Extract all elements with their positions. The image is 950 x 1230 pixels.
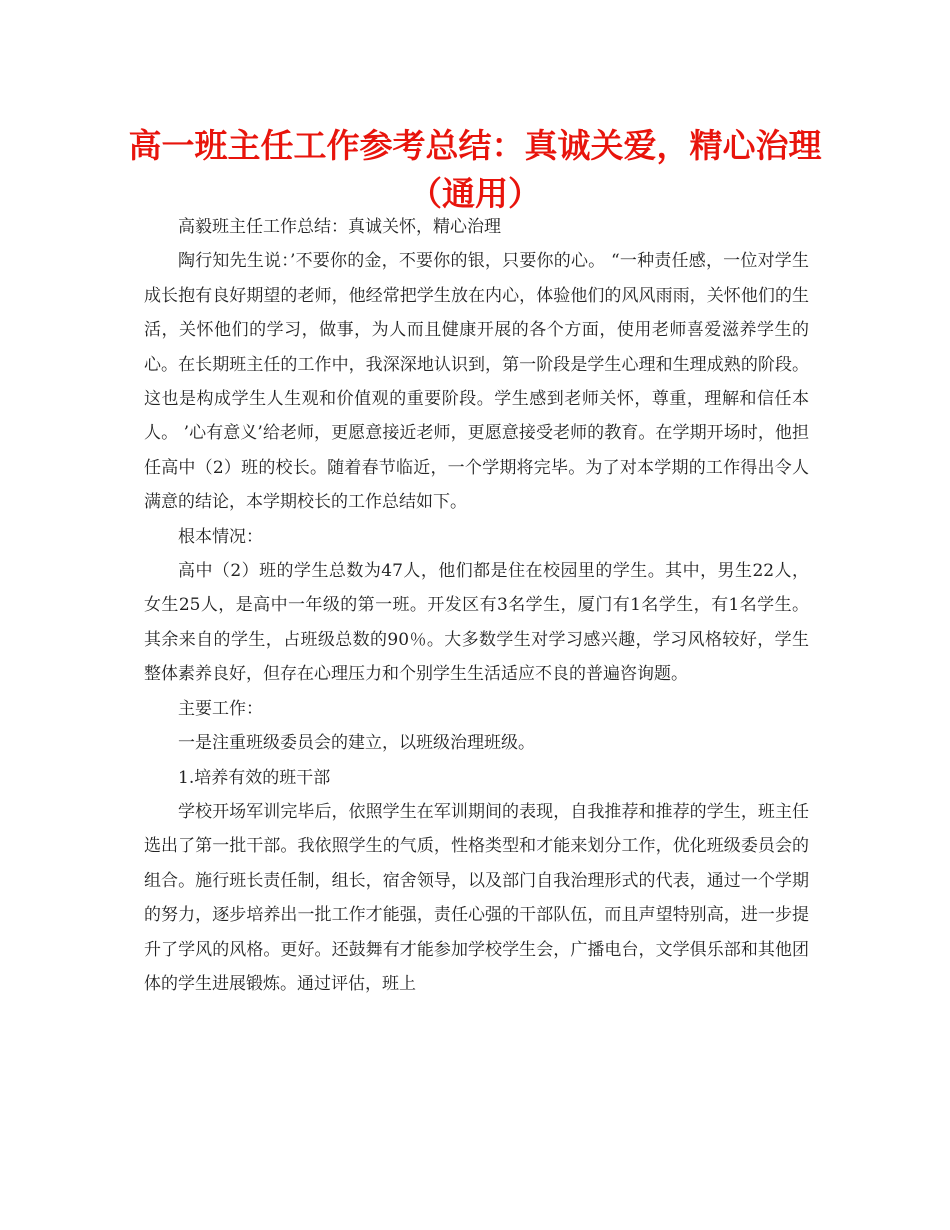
paragraph-sub-heading: 1.培养有效的班干部 — [178, 767, 331, 788]
paragraph-subtitle: 高毅班主任工作总结：真诚关怀，精心治理 — [178, 217, 501, 237]
title-line-2: （通用） — [409, 174, 541, 213]
paragraph-basic-situation: 高中（2）班的学生总数为47人，他们都是住在校园里的学生。其中，男生22人，女生25人，是高中一年级的第一班。开发区有3名学生，厦门有1名学生，有1名学生。其余来自的学生，占班级总数的90％。大多数学生对学习感兴趣，学习风格较好，学生整体素养良好，但存在心理压力和个别学生生活适应不良的普遍咨询题。 — [144, 561, 809, 685]
document-title — [100, 122, 850, 218]
paragraph-intro: 陶行知先生说：’不要你的金，不要你的银，只要你的心。 “一种责任感，一位对学生成长抱有良好期望的老师，他经常把学生放在内心，体验他们的风风雨雨，关怀他们的生活，关怀他们的学习，做事，为人而且健康开展的各个方面，使用老师喜爱滋养学生的心。在长期班主任的工作中，我深深地认识到，第一阶段是学生心理和生理成熟的阶段。这也是构成学生人生观和价值观的重要阶段。学生感到老师关怀，尊重，理解和信任本人。 ’心有意义’给老师，更愿意接近老师，更愿意接受老师的教育。在学期开场时，他担任高中（2）班的校长。随着春节临近，一个学期将完毕。为了对本学期的工作得出令人满意的结论，本学期校长的工作总结如下。 — [144, 251, 809, 513]
paragraph-basic-heading: 根本情况： — [178, 526, 263, 547]
title-line-1: 高一班主任工作参考总结：真诚关爱，精心治理 — [128, 126, 822, 165]
document-body — [144, 210, 809, 1001]
paragraph-first-point: 一是注重班级委员会的建立，以班级治理班级。 — [178, 733, 535, 754]
paragraph-main-work-heading: 主要工作： — [178, 698, 263, 719]
paragraph-cadre-training: 学校开场军训完毕后，依照学生在军训期间的表现，自我推荐和推荐的学生，班主任选出了第一批干部。我依照学生的气质，性格类型和才能来划分工作，优化班级委员会的组合。施行班长责任制，组长，宿舍领导，以及部门自我治理形式的代表，通过一个学期的努力，逐步培养出一批工作才能强，责任心强的干部队伍，而且声望特别高，进一步提升了学风的风格。更好。还鼓舞有才能参加学校学生会，广播电台，文学俱乐部和其他团体的学生进展锻炼。通过评估，班上 — [144, 801, 809, 994]
